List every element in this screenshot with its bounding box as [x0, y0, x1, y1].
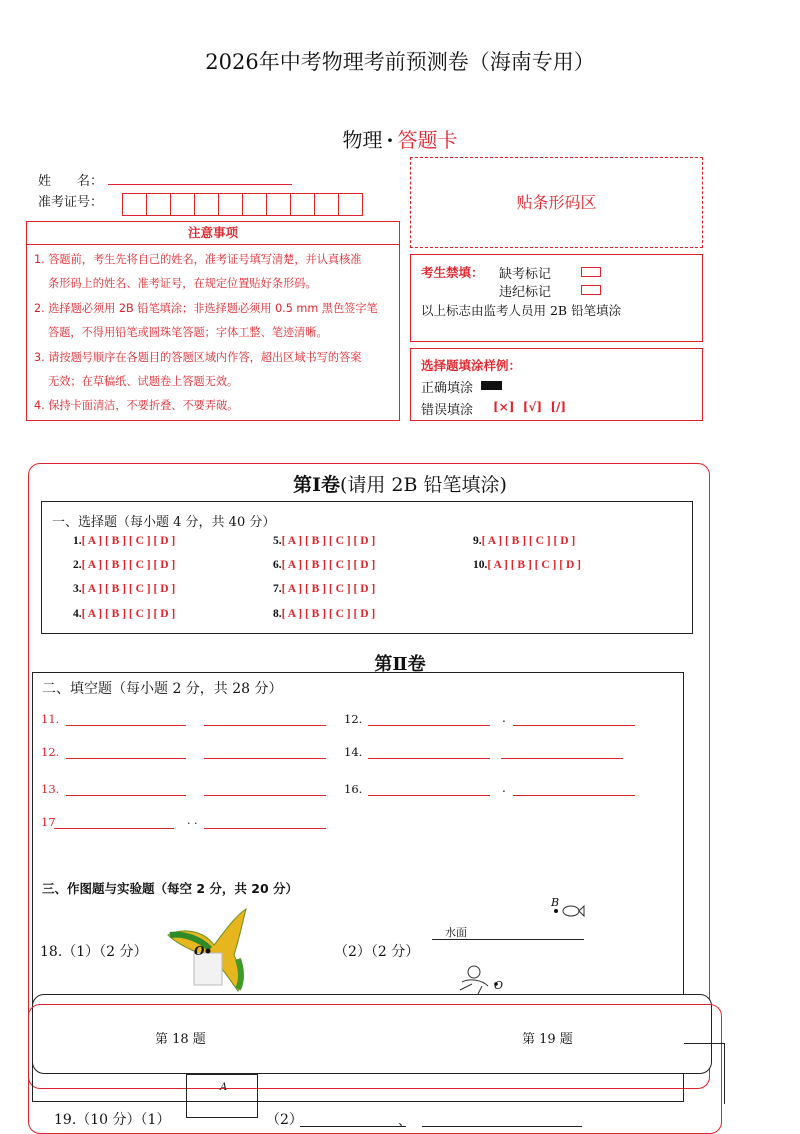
draw-section-title: 三、作图题与实验题（每空 2 分，共 20 分）: [42, 881, 299, 896]
row2-blank-2[interactable]: [204, 745, 326, 759]
part2-title: 第Ⅱ卷: [374, 654, 426, 675]
q16-label: 16.: [344, 782, 363, 796]
absent-mark[interactable]: [581, 267, 601, 277]
part1-title-rest: (请用 2B 铅笔填涂): [339, 474, 507, 496]
id-label: 准考证号：: [38, 195, 104, 210]
q18-2-label: （2）（2 分）: [334, 944, 420, 960]
card-subject: 物理: [342, 128, 383, 152]
q17-blank-2[interactable]: [204, 815, 326, 829]
id-cell[interactable]: [242, 193, 267, 216]
q16-blank-1[interactable]: [368, 782, 490, 796]
name-label: 姓 名：: [38, 174, 104, 189]
q13-blank-2[interactable]: [204, 782, 326, 796]
q19-blank-1[interactable]: [300, 1110, 406, 1127]
fill-section-title: 二、填空题（每小题 2 分，共 28 分）: [42, 681, 283, 697]
notice-item: 3. 请按题号顺序在各题目的答题区域内作答，超出区域书写的答案: [34, 350, 362, 364]
id-cell[interactable]: [290, 193, 315, 216]
part1-title: [0, 470, 800, 497]
mc-q3[interactable]: 3.[ A ] [ B ] [ C ] [ D ]: [73, 583, 176, 595]
q-row2-label: 12.: [41, 745, 60, 759]
balance-bird-figure: [164, 905, 256, 995]
mc-q6[interactable]: 6.[ A ] [ B ] [ C ] [ D ]: [273, 559, 376, 571]
notice-item: 2. 选择题必须用 2B 铅笔填涂；非选择题必须用 0.5 mm 黑色签字笔: [34, 301, 378, 315]
label-o-bird: O: [194, 944, 205, 958]
notice-item: 4. 保持卡面清洁，不要折叠、不要弄破。: [34, 399, 239, 413]
fig18-caption: 第 18 题: [155, 1032, 206, 1047]
violation-mark[interactable]: [581, 285, 601, 295]
mc-q4[interactable]: 4.[ A ] [ B ] [ C ] [ D ]: [73, 608, 176, 620]
mc-q7[interactable]: 7.[ A ] [ B ] [ C ] [ D ]: [273, 583, 376, 595]
id-cell[interactable]: [338, 193, 363, 216]
barcode-area: [410, 157, 703, 248]
notice-box: [26, 221, 400, 421]
q12-blank-1[interactable]: [368, 712, 490, 726]
q16-blank-2[interactable]: [513, 782, 635, 796]
correct-fill-label: 正确填涂: [421, 381, 474, 396]
right-tab-line: [684, 1043, 725, 1104]
id-cell[interactable]: [146, 193, 171, 216]
water-surface-label: 水面: [445, 926, 467, 939]
id-cell[interactable]: [194, 193, 219, 216]
mc-q8[interactable]: 8.[ A ] [ B ] [ C ] [ D ]: [273, 608, 376, 620]
q19-2-label: （2）: [266, 1112, 303, 1128]
q19-comma: 、: [398, 1114, 412, 1129]
violation-label: 违纪标记: [499, 285, 552, 300]
notice-item: 无效；在草稿纸、试题卷上答题无效。: [48, 375, 239, 389]
q17-blank-1[interactable]: [54, 815, 174, 829]
fig19-caption: 第 19 题: [522, 1032, 573, 1047]
diver-icon: [452, 962, 500, 998]
q14-blank-1[interactable]: [368, 745, 490, 759]
forbidden-box: [410, 254, 703, 342]
label-a: A: [220, 1082, 228, 1093]
label-b: B: [551, 896, 560, 909]
correct-fill-mark: [481, 381, 502, 390]
mc-q2[interactable]: 2.[ A ] [ B ] [ C ] [ D ]: [73, 559, 176, 571]
q19-blank-2[interactable]: [422, 1110, 582, 1127]
wrong-fill-marks: [×] [√] [/]: [493, 400, 567, 414]
card-dot: ·: [386, 128, 394, 152]
q11-blank-1[interactable]: [66, 712, 186, 726]
q17-dots: . .: [187, 814, 198, 827]
mc-q9[interactable]: 9.[ A ] [ B ] [ C ] [ D ]: [473, 535, 576, 547]
mc-q10[interactable]: 10.[ A ] [ B ] [ C ] [ D ]: [473, 559, 581, 571]
q12-blank-2[interactable]: [513, 712, 635, 726]
q12-dot: .: [502, 711, 506, 725]
id-cell[interactable]: [122, 193, 147, 216]
id-cells[interactable]: [122, 193, 362, 216]
q12-label: 12.: [344, 712, 363, 726]
notice-item: 答题，不得用铅笔或圆珠笔答题；字体工整、笔迹清晰。: [48, 326, 328, 340]
exam-title: 2026年中考物理考前预测卷（海南专用）: [205, 50, 595, 74]
mc-q1[interactable]: 1.[ A ] [ B ] [ C ] [ D ]: [73, 535, 176, 547]
part1-title-bold: 第Ⅰ卷: [293, 474, 340, 496]
card-title-text: 答题卡: [397, 128, 458, 152]
notice-title: 注意事项: [27, 222, 399, 245]
name-field[interactable]: [108, 170, 292, 185]
wrong-fill-label: 错误填涂: [421, 403, 474, 418]
forbidden-label: 考生禁填：: [421, 265, 484, 280]
card-title: [0, 124, 800, 153]
fish-icon: [553, 902, 585, 918]
q19-figure-box: [186, 1074, 258, 1118]
q14-label: 14.: [344, 745, 363, 759]
notice-item: 条形码上的姓名、准考证号，在规定位置贴好条形码。: [48, 277, 317, 291]
id-cell[interactable]: [170, 193, 195, 216]
q18-1-label: 18.（1）（2 分）: [40, 944, 148, 960]
q16-dot: .: [502, 781, 506, 795]
mc-section-title: 一、选择题（每小题 4 分，共 40 分）: [52, 515, 276, 530]
notice-item: 1. 答题前，考生先将自己的姓名，准考证号填写清楚，并认真核准: [34, 253, 362, 266]
q17-label: 17: [41, 815, 56, 829]
q19-label: 19.（10 分）（1）: [54, 1112, 171, 1128]
forbidden-note: 以上标志由监考人员用 2B 铅笔填涂: [421, 303, 622, 318]
q14-blank-2[interactable]: [501, 745, 623, 759]
id-cell[interactable]: [314, 193, 339, 216]
mc-q5[interactable]: 5.[ A ] [ B ] [ C ] [ D ]: [273, 535, 376, 547]
water-surface-line: [432, 924, 584, 940]
label-o-diver: O: [494, 979, 504, 992]
q13-blank-1[interactable]: [66, 782, 186, 796]
q11-blank-2[interactable]: [204, 712, 326, 726]
id-cell[interactable]: [218, 193, 243, 216]
barcode-label: 贴条形码区: [516, 193, 597, 212]
fill-example-title: 选择题填涂样例：: [421, 358, 522, 373]
id-cell[interactable]: [266, 193, 291, 216]
absent-label: 缺考标记: [499, 267, 552, 282]
q13-label: 13.: [41, 782, 60, 796]
fill-example-box: [410, 348, 703, 421]
row2-blank-1[interactable]: [66, 745, 186, 759]
q11-label: 11.: [41, 712, 60, 726]
